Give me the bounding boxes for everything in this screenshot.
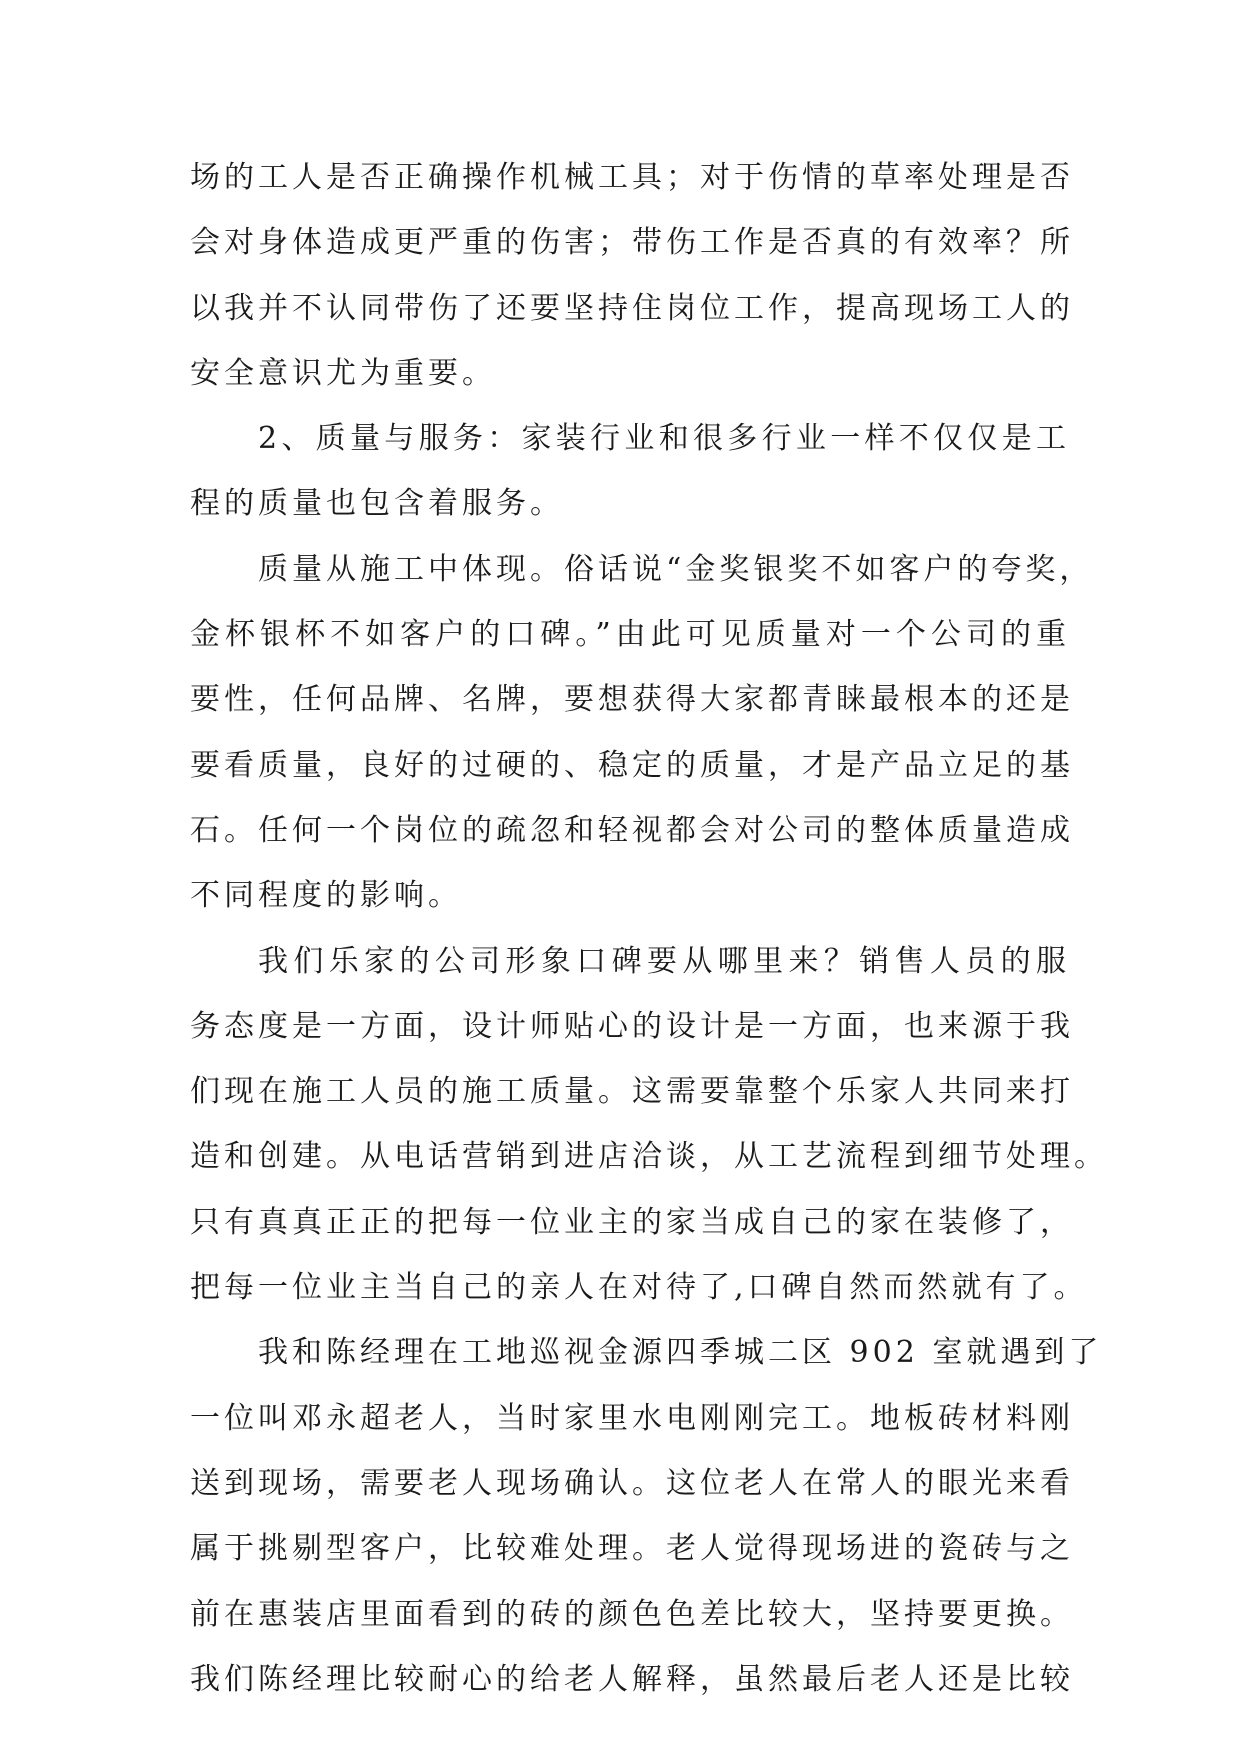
text-line: 送到现场，需要老人现场确认。这位老人在常人的眼光来看 — [190, 1465, 1074, 1501]
text-line: 属于挑剔型客户，比较难处理。老人觉得现场进的瓷砖与之 — [190, 1531, 1074, 1567]
text-line: 我和陈经理在工地巡视金源四季城二区 902 室就遇到了 — [258, 1335, 1103, 1371]
text-line: 我们乐家的公司形象口碑要从哪里来？销售人员的服 — [258, 943, 1070, 979]
text-line: 一位叫邓永超老人，当时家里水电刚刚完工。地板砖材料刚 — [190, 1400, 1074, 1436]
paragraph-1 — [190, 145, 1074, 406]
text-line: 场的工人是否正确操作机械工具；对于伤情的草率处理是否 — [190, 160, 1074, 195]
paragraph-4 — [190, 929, 1108, 1321]
paragraph-5 — [190, 1320, 1103, 1712]
text-line: 我们陈经理比较耐心的给老人解释，虽然最后老人还是比较 — [190, 1661, 1074, 1697]
body-text — [190, 145, 1108, 1712]
text-line: 只有真真正正的把每一位业主的家当成自己的家在装修了， — [190, 1204, 1074, 1240]
text-line: 2、质量与服务：家装行业和很多行业一样不仅仅是工 — [258, 421, 1070, 457]
text-line: 务态度是一方面，设计师贴心的设计是一方面，也来源于我 — [190, 1008, 1074, 1044]
text-line: 造和创建。从电话营销到进店洽谈，从工艺流程到细节处理。 — [190, 1139, 1108, 1175]
text-line: 不同程度的影响。 — [190, 878, 462, 914]
text-line: 会对身体造成更严重的伤害；带伤工作是否真的有效率？所 — [190, 225, 1074, 261]
text-line: 金杯银杯不如客户的口碑。”由此可见质量对一个公司的重 — [190, 617, 1070, 653]
text-line: 要看质量，良好的过硬的、稳定的质量，才是产品立足的基 — [190, 747, 1074, 783]
text-line: 程的质量也包含着服务。 — [190, 486, 564, 522]
paragraph-2 — [190, 406, 1070, 537]
text-line: 前在惠装店里面看到的砖的颜色色差比较大，坚持要更换。 — [190, 1596, 1074, 1632]
text-line: 质量从施工中体现。俗话说“金奖银奖不如客户的夸奖， — [258, 551, 1094, 587]
paragraph-3 — [190, 537, 1094, 929]
text-line: 石。任何一个岗位的疏忽和轻视都会对公司的整体质量造成 — [190, 812, 1074, 848]
text-line: 以我并不认同带伤了还要坚持住岗位工作，提高现场工人的 — [190, 290, 1074, 326]
text-line: 安全意识尤为重要。 — [190, 355, 496, 391]
text-line: 们现在施工人员的施工质量。这需要靠整个乐家人共同来打 — [190, 1074, 1074, 1110]
text-line: 把每一位业主当自己的亲人在对待了,口碑自然而然就有了。 — [190, 1270, 1088, 1306]
text-line: 要性，任何品牌、名牌，要想获得大家都青睐最根本的还是 — [190, 682, 1074, 718]
